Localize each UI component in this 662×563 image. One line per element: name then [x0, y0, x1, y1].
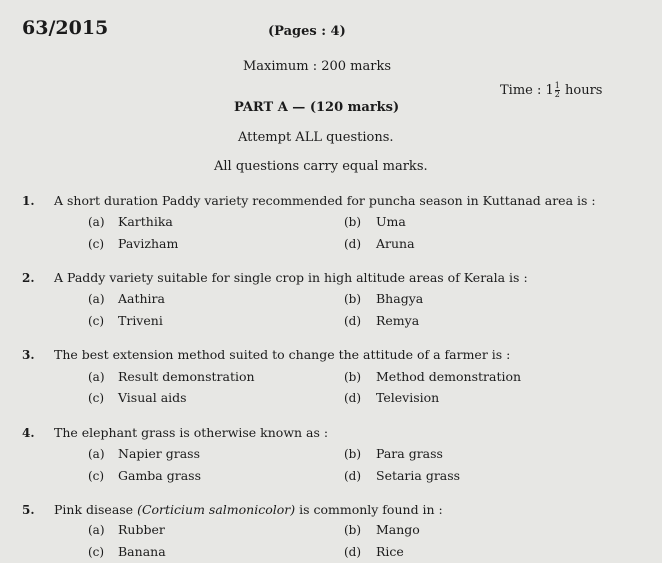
- option-label: (b): [344, 447, 362, 461]
- question-number: 5.: [22, 503, 35, 517]
- maximum-marks: Maximum : 200 marks: [243, 59, 392, 74]
- time-label: Time : 1: [500, 83, 554, 98]
- option-text: Visual aids: [118, 390, 187, 405]
- option-text: Method demonstration: [376, 369, 522, 384]
- option-label: (d): [344, 314, 362, 328]
- question-text: A short duration Paddy variety recommended for puncha season in Kuttanad area is :: [54, 193, 596, 208]
- option-label: (d): [344, 237, 362, 251]
- question-text-before: Pink disease: [54, 502, 138, 517]
- question-text-italic: (Corticium salmonicolor): [137, 502, 296, 517]
- time-fraction-numerator: 1: [554, 81, 560, 90]
- option-label: (a): [88, 447, 105, 461]
- question-number: 2.: [22, 271, 35, 285]
- question-number: 1.: [22, 194, 35, 208]
- question-text: A Paddy variety suitable for single crop in high altitude areas of Kerala is :: [54, 270, 528, 285]
- question-number: 3.: [22, 348, 35, 362]
- option-label: (d): [344, 469, 362, 483]
- option-text: Uma: [376, 214, 406, 229]
- option-text: Television: [376, 390, 440, 405]
- time-fraction-denominator: 2: [554, 90, 560, 99]
- part-heading: PART A — (120 marks): [234, 100, 400, 115]
- option-label: (b): [344, 370, 362, 384]
- option-text: Bhagya: [376, 291, 424, 306]
- option-text: Rice: [376, 544, 404, 559]
- option-label: (c): [88, 469, 105, 483]
- option-label: (a): [88, 370, 105, 384]
- option-text: Banana: [118, 544, 166, 559]
- option-label: (c): [88, 391, 105, 405]
- option-label: (a): [88, 215, 105, 229]
- time-allowed: [500, 82, 602, 99]
- option-label: (b): [344, 292, 362, 306]
- option-label: (d): [344, 391, 362, 405]
- question-text-after: is commonly found in :: [295, 502, 443, 517]
- option-text: Para grass: [376, 446, 443, 461]
- time-unit: hours: [565, 83, 603, 98]
- option-label: (c): [88, 237, 105, 251]
- option-text: Setaria grass: [376, 468, 461, 483]
- option-text: Mango: [376, 522, 420, 537]
- option-text: Pavizham: [118, 236, 179, 251]
- option-label: (a): [88, 523, 105, 537]
- option-label: (d): [344, 545, 362, 559]
- time-fraction: [555, 82, 560, 99]
- option-label: (c): [88, 545, 105, 559]
- attempt-instruction: Attempt ALL questions.: [238, 130, 394, 145]
- option-text: Result demonstration: [118, 369, 255, 384]
- option-text: Aruna: [376, 236, 415, 251]
- question-text: The elephant grass is otherwise known as :: [54, 425, 329, 440]
- paper-code: 63/2015: [22, 17, 109, 39]
- option-text: Rubber: [118, 522, 165, 537]
- option-text: Remya: [376, 313, 420, 328]
- option-text: Napier grass: [118, 446, 200, 461]
- page-count: (Pages : 4): [268, 24, 346, 39]
- question-text: The best extension method suited to change the attitude of a farmer is :: [54, 347, 511, 362]
- option-label: (b): [344, 523, 362, 537]
- question-number: 4.: [22, 426, 35, 440]
- option-text: Gamba grass: [118, 468, 201, 483]
- option-text: Aathira: [118, 291, 165, 306]
- option-label: (b): [344, 215, 362, 229]
- option-text: Karthika: [118, 214, 173, 229]
- option-label: (a): [88, 292, 105, 306]
- question-text: [54, 502, 443, 517]
- option-text: Triveni: [118, 313, 163, 328]
- option-label: (c): [88, 314, 105, 328]
- equal-marks-instruction: All questions carry equal marks.: [214, 159, 428, 174]
